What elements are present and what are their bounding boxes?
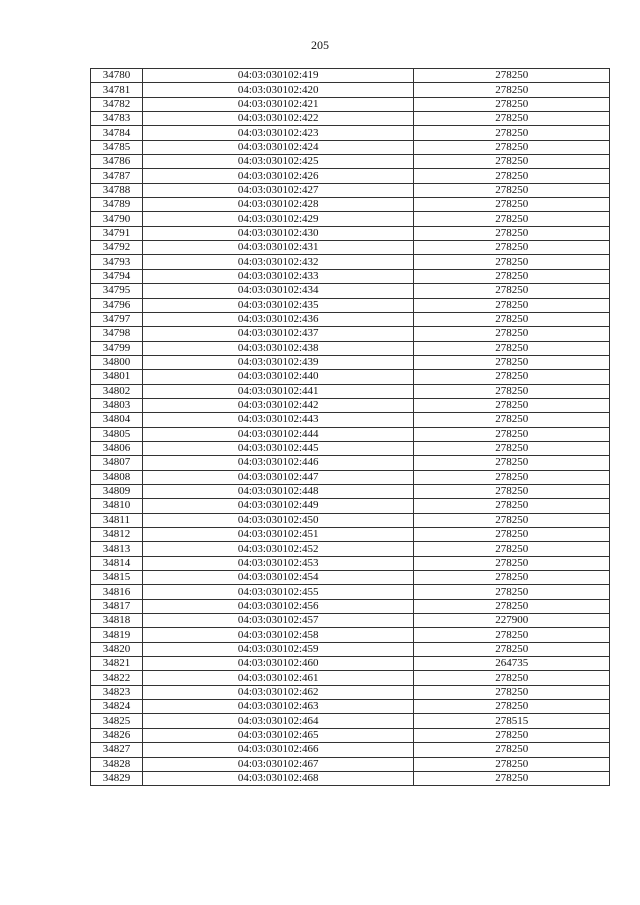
value-cell: 278250 <box>414 255 610 269</box>
table-row <box>91 757 610 771</box>
cadastral-number-cell: 04:03:030102:444 <box>142 427 413 441</box>
table-row <box>91 513 610 527</box>
value-cell: 278250 <box>414 513 610 527</box>
value-cell: 278250 <box>414 312 610 326</box>
row-number-cell: 34825 <box>91 714 143 728</box>
cadastral-number-cell: 04:03:030102:429 <box>142 212 413 226</box>
value-cell: 278250 <box>414 112 610 126</box>
value-cell: 278250 <box>414 169 610 183</box>
row-number-cell: 34793 <box>91 255 143 269</box>
table-row <box>91 241 610 255</box>
cadastral-number-cell: 04:03:030102:425 <box>142 155 413 169</box>
cadastral-number-cell: 04:03:030102:439 <box>142 355 413 369</box>
value-cell: 227900 <box>414 614 610 628</box>
value-cell: 278250 <box>414 241 610 255</box>
table-row <box>91 384 610 398</box>
row-number-cell: 34786 <box>91 155 143 169</box>
value-cell: 278250 <box>414 69 610 83</box>
table-row <box>91 112 610 126</box>
value-cell: 278250 <box>414 771 610 785</box>
value-cell: 278250 <box>414 97 610 111</box>
value-cell: 278250 <box>414 83 610 97</box>
row-number-cell: 34809 <box>91 484 143 498</box>
value-cell: 278250 <box>414 571 610 585</box>
page-number: 205 <box>311 38 329 52</box>
table-row <box>91 528 610 542</box>
table-row <box>91 413 610 427</box>
cadastral-number-cell: 04:03:030102:459 <box>142 642 413 656</box>
table-row <box>91 456 610 470</box>
table-row <box>91 671 610 685</box>
row-number-cell: 34803 <box>91 398 143 412</box>
value-cell: 278250 <box>414 599 610 613</box>
table-row <box>91 198 610 212</box>
cadastral-number-cell: 04:03:030102:454 <box>142 571 413 585</box>
value-cell: 278250 <box>414 556 610 570</box>
cadastral-number-cell: 04:03:030102:450 <box>142 513 413 527</box>
table-row <box>91 140 610 154</box>
table-row <box>91 284 610 298</box>
row-number-cell: 34805 <box>91 427 143 441</box>
table-row <box>91 370 610 384</box>
table-row <box>91 427 610 441</box>
cadastral-number-cell: 04:03:030102:448 <box>142 484 413 498</box>
table-row <box>91 212 610 226</box>
cadastral-value-table <box>90 68 610 786</box>
cadastral-number-cell: 04:03:030102:458 <box>142 628 413 642</box>
row-number-cell: 34821 <box>91 657 143 671</box>
cadastral-number-cell: 04:03:030102:421 <box>142 97 413 111</box>
cadastral-number-cell: 04:03:030102:428 <box>142 198 413 212</box>
table-row <box>91 398 610 412</box>
row-number-cell: 34799 <box>91 341 143 355</box>
table-row <box>91 556 610 570</box>
table-row <box>91 69 610 83</box>
value-cell: 278250 <box>414 355 610 369</box>
table-row <box>91 714 610 728</box>
value-cell: 278250 <box>414 140 610 154</box>
value-cell: 278250 <box>414 269 610 283</box>
table-row <box>91 97 610 111</box>
value-cell: 278250 <box>414 628 610 642</box>
table-body <box>91 69 610 786</box>
value-cell: 278250 <box>414 413 610 427</box>
cadastral-number-cell: 04:03:030102:420 <box>142 83 413 97</box>
table-row <box>91 599 610 613</box>
row-number-cell: 34802 <box>91 384 143 398</box>
row-number-cell: 34810 <box>91 499 143 513</box>
value-cell: 278250 <box>414 757 610 771</box>
row-number-cell: 34784 <box>91 126 143 140</box>
table-row <box>91 269 610 283</box>
table-row <box>91 226 610 240</box>
table-row <box>91 542 610 556</box>
cadastral-number-cell: 04:03:030102:422 <box>142 112 413 126</box>
cadastral-number-cell: 04:03:030102:466 <box>142 743 413 757</box>
row-number-cell: 34781 <box>91 83 143 97</box>
value-cell: 278250 <box>414 441 610 455</box>
row-number-cell: 34808 <box>91 470 143 484</box>
table-row <box>91 700 610 714</box>
cadastral-number-cell: 04:03:030102:438 <box>142 341 413 355</box>
row-number-cell: 34829 <box>91 771 143 785</box>
row-number-cell: 34812 <box>91 528 143 542</box>
table-row <box>91 685 610 699</box>
table-row <box>91 628 610 642</box>
row-number-cell: 34785 <box>91 140 143 154</box>
row-number-cell: 34794 <box>91 269 143 283</box>
cadastral-number-cell: 04:03:030102:430 <box>142 226 413 240</box>
row-number-cell: 34824 <box>91 700 143 714</box>
cadastral-number-cell: 04:03:030102:434 <box>142 284 413 298</box>
row-number-cell: 34807 <box>91 456 143 470</box>
value-cell: 278250 <box>414 542 610 556</box>
row-number-cell: 34789 <box>91 198 143 212</box>
row-number-cell: 34827 <box>91 743 143 757</box>
table-row <box>91 312 610 326</box>
value-cell: 278250 <box>414 384 610 398</box>
table-row <box>91 585 610 599</box>
cadastral-number-cell: 04:03:030102:426 <box>142 169 413 183</box>
row-number-cell: 34814 <box>91 556 143 570</box>
cadastral-number-cell: 04:03:030102:463 <box>142 700 413 714</box>
cadastral-number-cell: 04:03:030102:465 <box>142 728 413 742</box>
row-number-cell: 34819 <box>91 628 143 642</box>
table-row <box>91 327 610 341</box>
cadastral-number-cell: 04:03:030102:432 <box>142 255 413 269</box>
row-number-cell: 34806 <box>91 441 143 455</box>
cadastral-number-cell: 04:03:030102:456 <box>142 599 413 613</box>
row-number-cell: 34791 <box>91 226 143 240</box>
table-row <box>91 155 610 169</box>
table-row <box>91 743 610 757</box>
table-row <box>91 484 610 498</box>
cadastral-number-cell: 04:03:030102:455 <box>142 585 413 599</box>
cadastral-number-cell: 04:03:030102:460 <box>142 657 413 671</box>
cadastral-number-cell: 04:03:030102:424 <box>142 140 413 154</box>
row-number-cell: 34783 <box>91 112 143 126</box>
value-cell: 278250 <box>414 484 610 498</box>
row-number-cell: 34788 <box>91 183 143 197</box>
value-cell: 278250 <box>414 198 610 212</box>
table-row <box>91 728 610 742</box>
cadastral-number-cell: 04:03:030102:461 <box>142 671 413 685</box>
value-cell: 278250 <box>414 427 610 441</box>
row-number-cell: 34798 <box>91 327 143 341</box>
cadastral-number-cell: 04:03:030102:452 <box>142 542 413 556</box>
value-cell: 278250 <box>414 671 610 685</box>
value-cell: 278250 <box>414 183 610 197</box>
cadastral-number-cell: 04:03:030102:440 <box>142 370 413 384</box>
cadastral-number-cell: 04:03:030102:445 <box>142 441 413 455</box>
value-cell: 278250 <box>414 155 610 169</box>
row-number-cell: 34828 <box>91 757 143 771</box>
table-row <box>91 255 610 269</box>
cadastral-number-cell: 04:03:030102:468 <box>142 771 413 785</box>
value-cell: 278250 <box>414 685 610 699</box>
table-row <box>91 441 610 455</box>
row-number-cell: 34797 <box>91 312 143 326</box>
value-cell: 278250 <box>414 327 610 341</box>
cadastral-number-cell: 04:03:030102:451 <box>142 528 413 542</box>
value-cell: 278250 <box>414 284 610 298</box>
value-cell: 278250 <box>414 728 610 742</box>
value-cell: 278250 <box>414 585 610 599</box>
value-cell: 278250 <box>414 370 610 384</box>
cadastral-number-cell: 04:03:030102:423 <box>142 126 413 140</box>
row-number-cell: 34811 <box>91 513 143 527</box>
cadastral-number-cell: 04:03:030102:462 <box>142 685 413 699</box>
cadastral-number-cell: 04:03:030102:447 <box>142 470 413 484</box>
value-cell: 278250 <box>414 341 610 355</box>
row-number-cell: 34787 <box>91 169 143 183</box>
cadastral-number-cell: 04:03:030102:453 <box>142 556 413 570</box>
table-row <box>91 83 610 97</box>
table-row <box>91 614 610 628</box>
cadastral-number-cell: 04:03:030102:443 <box>142 413 413 427</box>
row-number-cell: 34804 <box>91 413 143 427</box>
table-row <box>91 355 610 369</box>
cadastral-number-cell: 04:03:030102:457 <box>142 614 413 628</box>
value-cell: 278250 <box>414 528 610 542</box>
cadastral-number-cell: 04:03:030102:419 <box>142 69 413 83</box>
row-number-cell: 34822 <box>91 671 143 685</box>
value-cell: 278250 <box>414 398 610 412</box>
table-row <box>91 126 610 140</box>
row-number-cell: 34780 <box>91 69 143 83</box>
value-cell: 278250 <box>414 226 610 240</box>
row-number-cell: 34815 <box>91 571 143 585</box>
cadastral-number-cell: 04:03:030102:464 <box>142 714 413 728</box>
row-number-cell: 34782 <box>91 97 143 111</box>
cadastral-number-cell: 04:03:030102:442 <box>142 398 413 412</box>
value-cell: 278515 <box>414 714 610 728</box>
row-number-cell: 34792 <box>91 241 143 255</box>
value-cell: 278250 <box>414 700 610 714</box>
row-number-cell: 34823 <box>91 685 143 699</box>
cadastral-number-cell: 04:03:030102:467 <box>142 757 413 771</box>
table-row <box>91 657 610 671</box>
cadastral-number-cell: 04:03:030102:435 <box>142 298 413 312</box>
row-number-cell: 34813 <box>91 542 143 556</box>
table-row <box>91 771 610 785</box>
value-cell: 278250 <box>414 298 610 312</box>
row-number-cell: 34816 <box>91 585 143 599</box>
table-row <box>91 341 610 355</box>
cadastral-number-cell: 04:03:030102:449 <box>142 499 413 513</box>
row-number-cell: 34817 <box>91 599 143 613</box>
row-number-cell: 34800 <box>91 355 143 369</box>
table-row <box>91 499 610 513</box>
row-number-cell: 34820 <box>91 642 143 656</box>
cadastral-number-cell: 04:03:030102:437 <box>142 327 413 341</box>
table-row <box>91 298 610 312</box>
table-row <box>91 169 610 183</box>
value-cell: 278250 <box>414 470 610 484</box>
cadastral-number-cell: 04:03:030102:431 <box>142 241 413 255</box>
value-cell: 278250 <box>414 212 610 226</box>
table-row <box>91 642 610 656</box>
cadastral-number-cell: 04:03:030102:427 <box>142 183 413 197</box>
row-number-cell: 34818 <box>91 614 143 628</box>
value-cell: 278250 <box>414 499 610 513</box>
row-number-cell: 34795 <box>91 284 143 298</box>
row-number-cell: 34826 <box>91 728 143 742</box>
row-number-cell: 34790 <box>91 212 143 226</box>
value-cell: 278250 <box>414 743 610 757</box>
table-row <box>91 183 610 197</box>
cadastral-number-cell: 04:03:030102:441 <box>142 384 413 398</box>
cadastral-number-cell: 04:03:030102:433 <box>142 269 413 283</box>
value-cell: 278250 <box>414 642 610 656</box>
value-cell: 264735 <box>414 657 610 671</box>
cadastral-number-cell: 04:03:030102:436 <box>142 312 413 326</box>
table-row <box>91 470 610 484</box>
cadastral-number-cell: 04:03:030102:446 <box>142 456 413 470</box>
value-cell: 278250 <box>414 456 610 470</box>
table-row <box>91 571 610 585</box>
row-number-cell: 34796 <box>91 298 143 312</box>
row-number-cell: 34801 <box>91 370 143 384</box>
value-cell: 278250 <box>414 126 610 140</box>
